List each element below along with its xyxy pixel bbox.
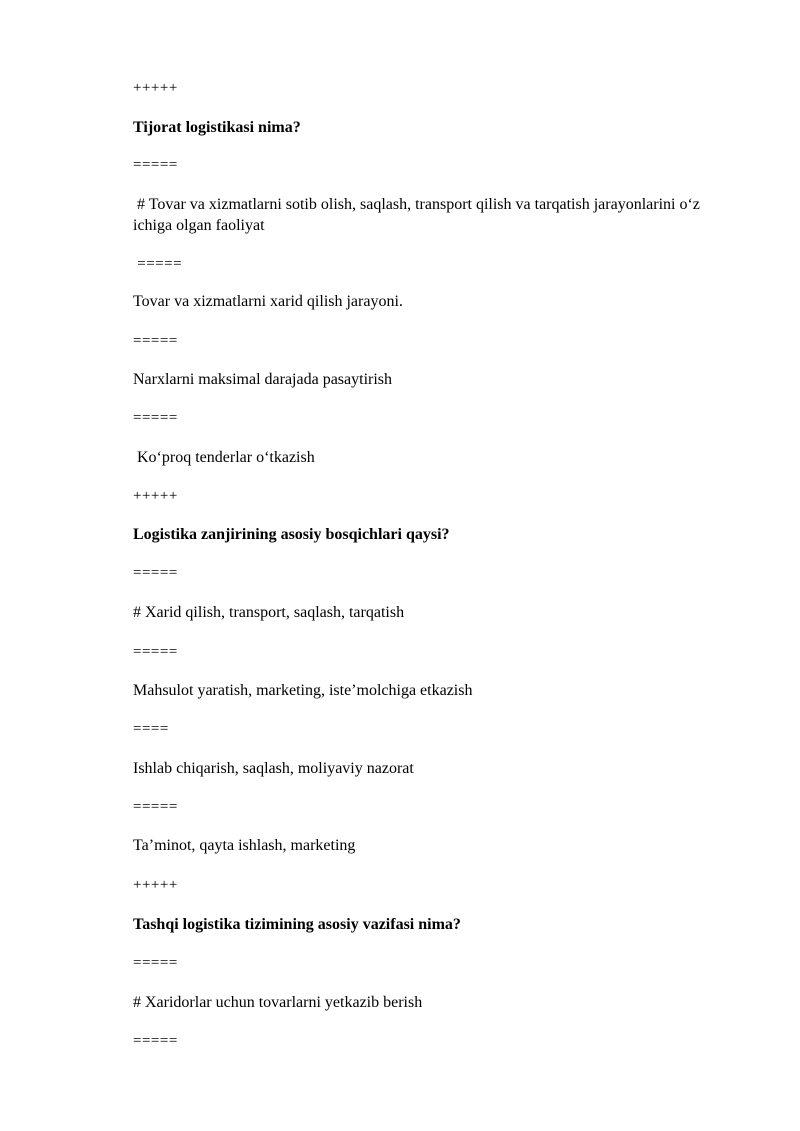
answer-option: Ko‘proq tenderlar o‘tkazish — [133, 449, 315, 466]
separator-equals: ===== — [133, 799, 178, 815]
question-heading: Tijorat logistikasi nima? — [133, 119, 301, 136]
separator-plus: +++++ — [133, 488, 178, 504]
question-heading: Logistika zanjirining asosiy bosqichlari qaysi? — [133, 526, 450, 543]
answer-option-correct: # Xaridorlar uchun tovarlarni yetkazib berish — [133, 994, 423, 1011]
answer-option: Mahsulot yaratish, marketing, iste’molchiga etkazish — [133, 682, 473, 699]
separator-equals: ===== — [133, 410, 178, 426]
separator-equals: ===== — [133, 1033, 178, 1049]
separator-plus: +++++ — [133, 877, 178, 893]
separator-plus: +++++ — [133, 80, 178, 96]
separator-equals: ===== — [133, 256, 183, 272]
answer-option: Narxlarni maksimal darajada pasaytirish — [133, 371, 393, 388]
separator-equals: ===== — [133, 644, 178, 660]
answer-option: Tovar va xizmatlarni xarid qilish jarayoni. — [133, 293, 403, 310]
question-heading: Tashqi logistika tizimining asosiy vazifasi nima? — [133, 916, 461, 933]
answer-option-correct: # Xarid qilish, transport, saqlash, tarqatish — [133, 604, 405, 621]
separator-equals: ===== — [133, 955, 178, 971]
answer-option-correct: # Tovar va xizmatlarni sotib olish, saqlash, transport qilish va tarqatish jarayonlarini o‘z ichiga olgan faoliyat — [133, 196, 704, 234]
separator-equals: ==== — [133, 721, 169, 737]
separator-equals: ===== — [133, 565, 178, 581]
answer-option: Ishlab chiqarish, saqlash, moliyaviy nazorat — [133, 760, 414, 777]
separator-equals: ===== — [133, 157, 178, 173]
separator-equals: ===== — [133, 333, 178, 349]
answer-option: Ta’minot, qayta ishlash, marketing — [133, 837, 356, 854]
